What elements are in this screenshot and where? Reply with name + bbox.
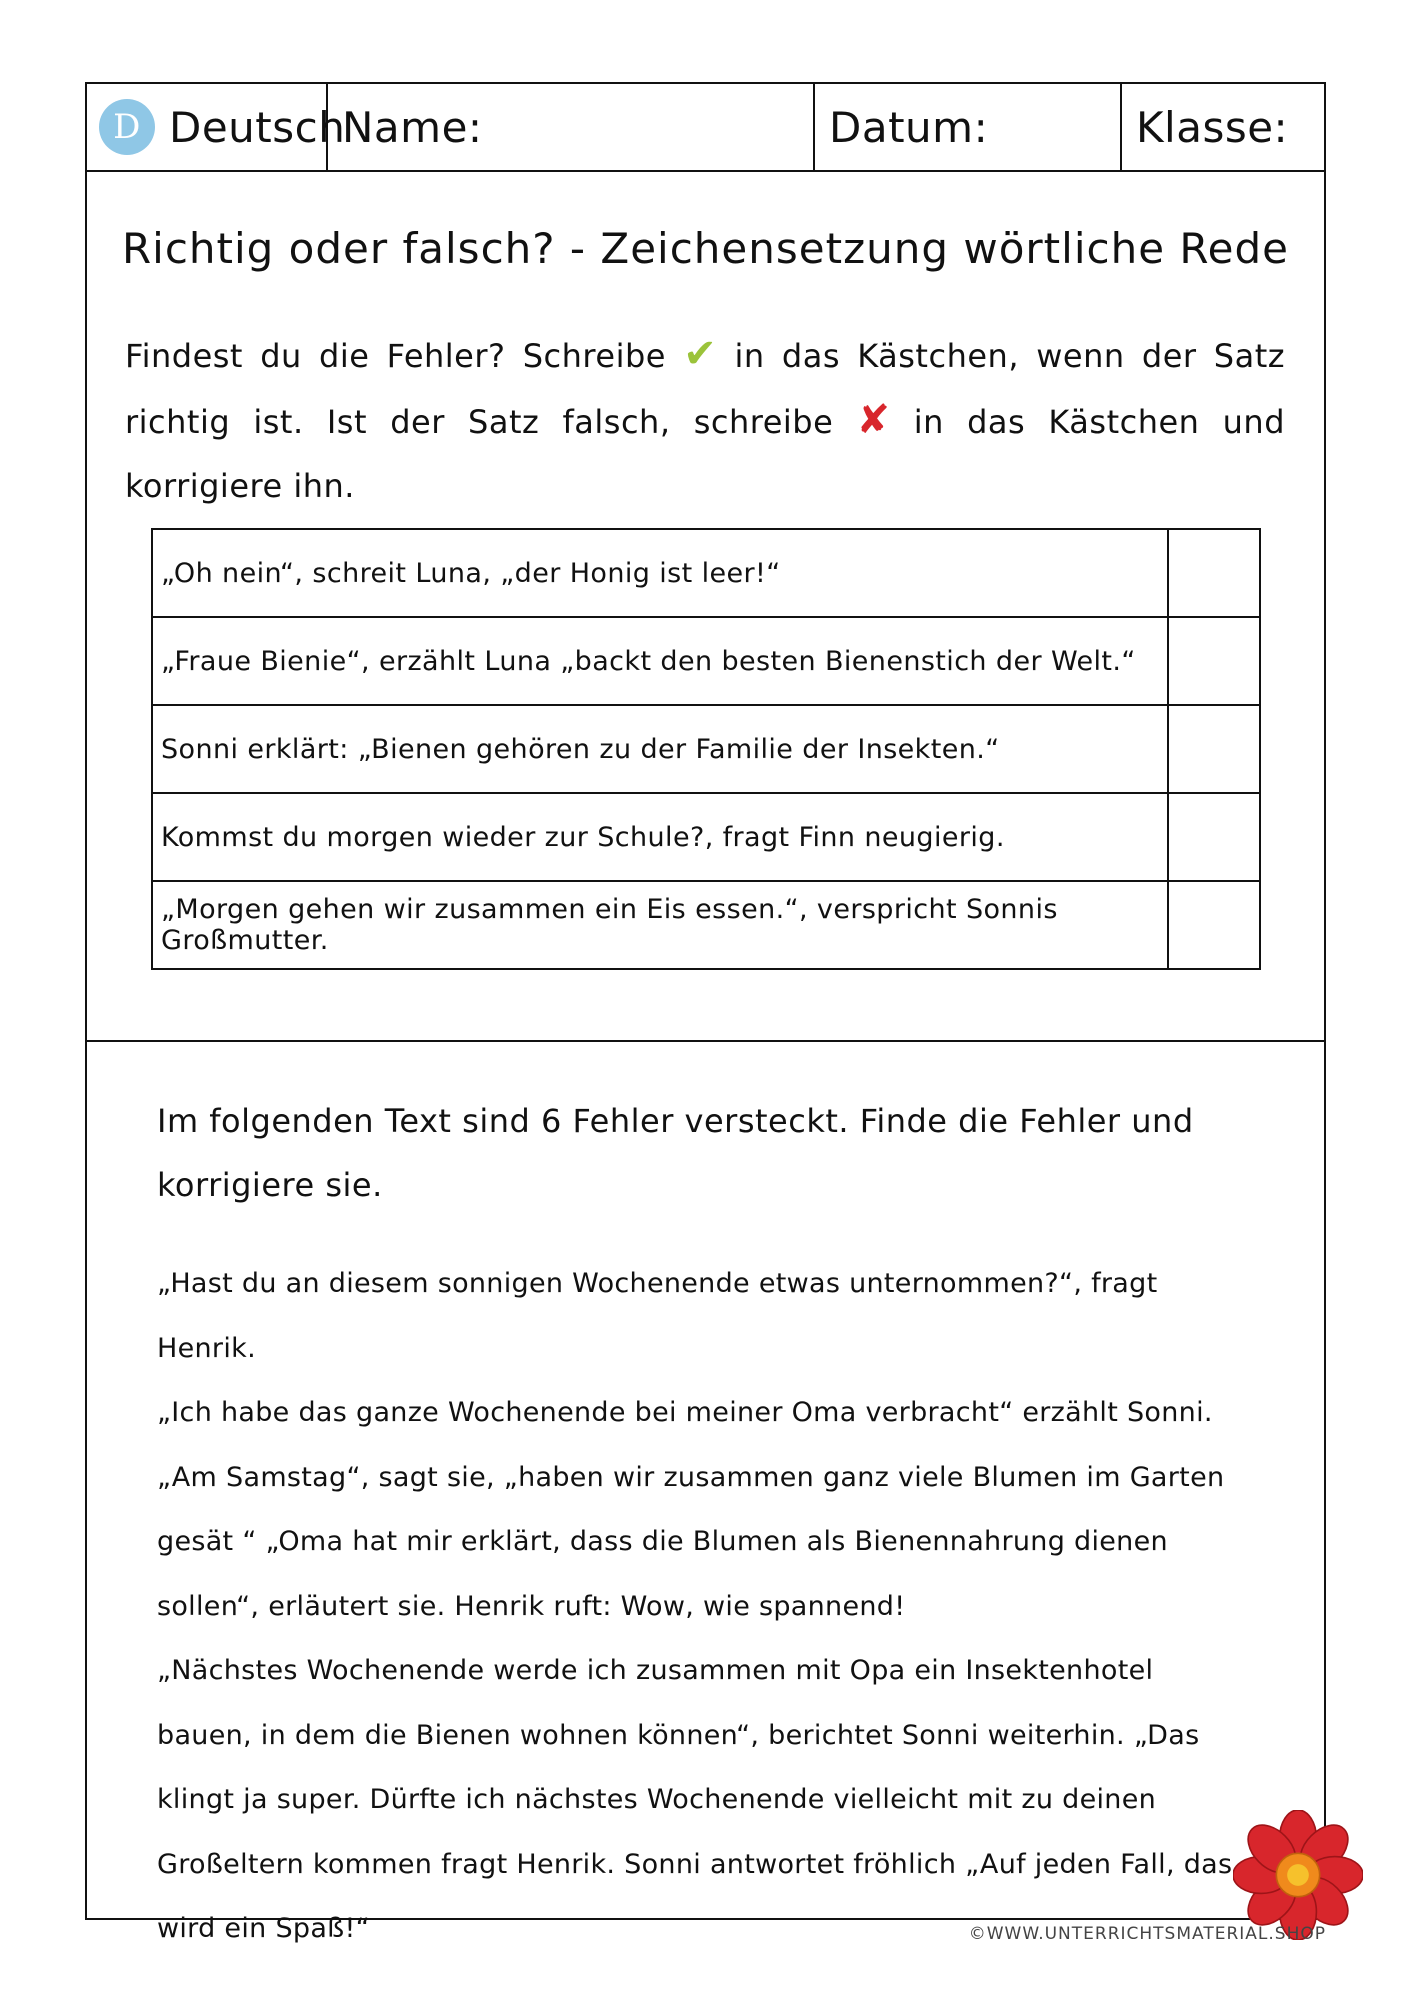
- instruction-part2: in das Kästchen, wenn der Satz richtig ist. Ist der Satz falsch, schreibe: [125, 337, 1286, 441]
- sentence-table: [151, 528, 1261, 970]
- subject-label: Deutsch: [169, 102, 346, 152]
- subject-badge-icon: D: [99, 99, 155, 155]
- story-paragraph: „Ich habe das ganze Wochenende bei meiner Oma verbracht“ erzählt Sonni. „Am Samstag“, sagt sie, „haben wir zusammen ganz viele Blumen im Garten gesät “ „Oma hat mir erklärt, dass die Blumen als Bienennahrung dienen sollen“, erläutert sie. Henrik ruft: Wow, wie spannend!: [157, 1397, 1225, 1622]
- story-paragraph: „Hast du an diesem sonnigen Wochenende etwas unternommen?“, fragt Henrik.: [157, 1268, 1158, 1364]
- task2-instructions: Im folgenden Text sind 6 Fehler versteckt. Finde die Fehler und korrigiere sie.: [157, 1102, 1194, 1204]
- answer-box[interactable]: [1168, 705, 1260, 793]
- table-row: [152, 793, 1260, 881]
- section-divider: [87, 1040, 1324, 1042]
- cross-icon: ✘: [856, 397, 891, 443]
- answer-box[interactable]: [1168, 529, 1260, 617]
- instruction-part3: in das Kästchen und korrigiere ihn.: [125, 403, 1286, 505]
- subject-cell: [87, 84, 346, 170]
- header-row: [87, 84, 1324, 172]
- answer-box[interactable]: [1168, 793, 1260, 881]
- flower-icon: [1233, 1810, 1363, 1940]
- answer-box[interactable]: [1168, 881, 1260, 969]
- name-label: Name:: [342, 102, 483, 152]
- date-label: Datum:: [829, 102, 989, 152]
- page-title: Richtig oder falsch? - Zeichensetzung wörtliche Rede: [121, 224, 1290, 273]
- table-row: [152, 881, 1260, 969]
- sentence-text: „Morgen gehen wir zusammen ein Eis essen.“, verspricht Sonnis Großmutter.: [152, 881, 1168, 969]
- table-row: [152, 705, 1260, 793]
- table-row: [152, 617, 1260, 705]
- name-field[interactable]: [328, 84, 815, 170]
- copyright-footer: ©WWW.UNTERRICHTSMATERIAL.SHOP: [968, 1924, 1326, 1944]
- story-paragraph: „Nächstes Wochenende werde ich zusammen mit Opa ein Insektenhotel bauen, in dem die Bienen wohnen können“, berichtet Sonni weiterhin. „Das klingt ja super. Dürfte ich nächstes Wochenende vielleicht mit zu deinen Großeltern kommen fragt Henrik. Sonni antwortet fröhlich „Auf jeden Fall, das wird ein Spaß!“: [157, 1655, 1233, 1944]
- date-field[interactable]: [815, 84, 1122, 170]
- table-row: [152, 529, 1260, 617]
- sentence-text: Sonni erklärt: „Bienen gehören zu der Familie der Insekten.“: [152, 705, 1168, 793]
- sentence-text: „Fraue Bienie“, erzählt Luna „backt den besten Bienenstich der Welt.“: [152, 617, 1168, 705]
- checkmark-icon: ✔: [683, 331, 718, 377]
- class-field[interactable]: [1122, 84, 1326, 170]
- sentence-text: „Oh nein“, schreit Luna, „der Honig ist leer!“: [152, 529, 1168, 617]
- answer-box[interactable]: [1168, 617, 1260, 705]
- class-label: Klasse:: [1136, 102, 1289, 152]
- instruction-part1: Findest du die Fehler? Schreibe: [125, 337, 666, 375]
- instructions: [125, 322, 1285, 518]
- sentence-text: Kommst du morgen wieder zur Schule?, fragt Finn neugierig.: [152, 793, 1168, 881]
- story-text: [157, 1252, 1257, 1962]
